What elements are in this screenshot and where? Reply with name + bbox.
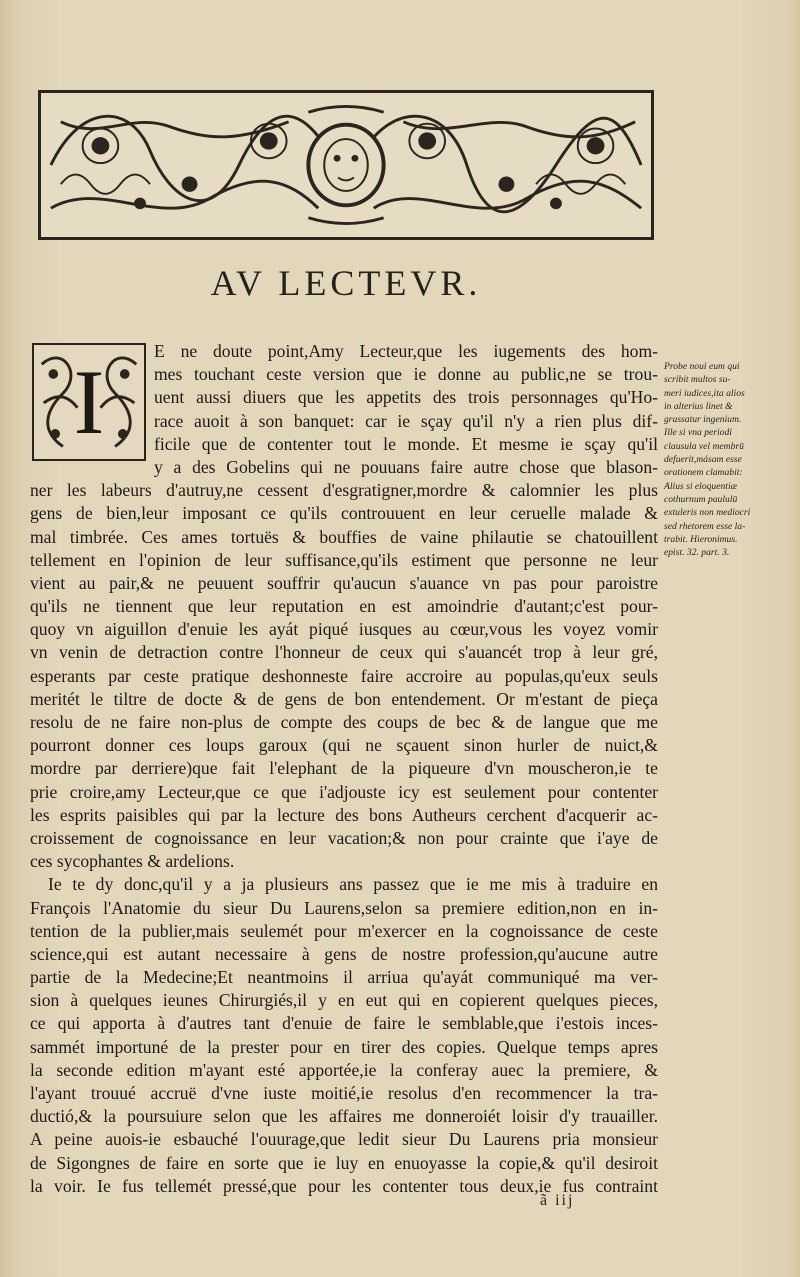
margin-note-line: grassatur ingenium.: [664, 414, 742, 426]
margin-note: [664, 360, 792, 559]
text-line: gens de bien,leur imposant ce qu'ils controuuent en leur ceruelle malade &: [30, 503, 658, 524]
text-line: vient au pair,& ne peuuent souffrir qu'aucun s'auance vn pas pour paroistre: [30, 572, 658, 593]
text-line: ces sycophantes & ardelions.: [30, 851, 235, 872]
margin-note-line: scribit multos su-: [664, 374, 731, 386]
margin-note-line: extuleris non mediocri: [664, 507, 751, 519]
margin-note-line: clausula vel membrū: [664, 440, 744, 452]
text-line: ductió,& la poursuiure selon que les affaires me donneroiét loisir d'y trauailler.: [30, 1106, 658, 1127]
text-line: prie croire,amy Lecteur,que ce que i'adjouste icy est seulement pour contenter: [30, 781, 658, 802]
text-line: mal timbrée. Ces ames tortuës & bouffies de vaine philautie se chatouillent: [30, 526, 658, 547]
text-line: croissement de cognoissance en leur vacation;& non pour crainte que i'aye de: [30, 827, 658, 848]
margin-note-line: epist. 32. part. 3.: [664, 547, 730, 559]
text-line: les esprits paisibles qui par la lecture des bons Autheurs cerchent d'acquerir ac-: [30, 804, 658, 825]
text-line: quoy vn aiguillon d'enuie les ayát piqué iusques au cœur,vous les voyez vomir: [30, 619, 658, 640]
text-line: mordre par derriere)que fait l'elephant de la piqueure d'vn mouscheron,ie te: [30, 758, 658, 779]
text-line: A peine auois-ie esbauché l'ouurage,que ledit sieur Du Laurens pria monsieur: [30, 1129, 658, 1150]
body-text: [30, 340, 658, 1198]
page-number: iij: [555, 1192, 575, 1209]
text-line: la seconde edition m'ayant esté apportée,ie la conferay auec la premiere, &: [30, 1059, 658, 1080]
text-line: ce qui apporta à d'autres tant d'enuie de faire le semblable,que i'estois inces-: [30, 1013, 658, 1034]
text-line: uent aussi diuers que les appetits des trois personnages qu'Ho-: [154, 387, 658, 408]
margin-note-line: in alterius linet &: [664, 400, 733, 412]
text-line: tellement en l'opinion de leur suffisance,qu'ils estiment que personne ne leur: [30, 549, 658, 570]
margin-note-line: defuerit,másam esse: [664, 454, 742, 466]
text-line: partie de la Medecine;Et neantmoins il arriua qu'ayát communiqué ma ver-: [30, 967, 658, 988]
text-line: race auoit à son banquet: car ie sçay qu'il n'y a rien plus dif-: [154, 410, 658, 431]
page-title: AV LECTEVR.: [210, 263, 482, 303]
text-line: resolu de ne faire non-plus de compte des coups de bec & de langue que me: [30, 712, 658, 732]
text-line: science,qui est autant necessaire à gens de nostre profession,qu'aucune autre: [30, 943, 658, 964]
paragraph-1: [30, 340, 658, 873]
text-line: l'ayant trouué accruë d'vne iuste moitié,ie resolus d'en recommencer la tra-: [30, 1083, 658, 1103]
text-line: mes touchant ceste version que ie donne au public,ne se trou-: [154, 364, 658, 385]
text-line: y a des Gobelins qui ne pouuans faire autre chose que blason-: [154, 456, 658, 477]
margin-note-line: orationem clamabit:: [664, 467, 743, 479]
initial-letter: I: [73, 351, 105, 453]
ornament-foliage-icon: [41, 93, 651, 237]
signature-mark: ã: [540, 1192, 550, 1209]
margin-note-line: sed rhetorem esse la-: [664, 520, 746, 532]
margin-note-line: cothurnum paululū: [664, 493, 738, 505]
text-line: pourront donner ces loups garoux (qui ne sçauent sinon hurler de nuict,&: [30, 735, 658, 756]
margin-note-line: trabit. Hieronimus.: [664, 533, 738, 545]
margin-note-line: meri iudices,ita alios: [664, 387, 745, 399]
text-line: de Sigongnes de faire en sorte que ie luy en enuoyasse la copie,& qu'il desiroit: [30, 1152, 658, 1173]
margin-note-line: Probe noui eum qui: [664, 361, 740, 372]
margin-note-line: Ille si vna periodi: [664, 427, 732, 439]
text-line: Ie te dy donc,qu'il y a ja plusieurs ans passez que ie me mis à traduire en: [48, 874, 658, 895]
text-line: esperants par ceste pratique deshonneste faire accroire au populas,qu'eux seuls: [30, 665, 658, 686]
text-line: François l'Anatomie du sieur Du Laurens,selon sa premiere edition,non en in-: [30, 897, 658, 918]
text-line: sammét importuné de la prester pour en tirer des copies. Quelque temps apres: [30, 1036, 658, 1057]
page-footer: [540, 1192, 574, 1210]
text-line: qu'ils ne tiennent que leur reputation en est amoindrie d'autant;c'est pour-: [30, 596, 658, 617]
paragraph-2: [30, 873, 658, 1198]
text-line: tention de la publier,mais seulemét pour m'exercer en la cognoissance de ceste: [30, 920, 658, 941]
text-line: la voir. Ie fus tellemét pressé,que pour les contenter tous deux,ie fus contraint: [30, 1175, 658, 1196]
text-line: sion à quelques ieunes Chirurgiés,il y en eut qui en copierent quelques pieces,: [30, 990, 658, 1011]
text-line: meritét le tiltre de docte & de gens de bon entendement. Or m'estant de pieça: [30, 688, 658, 709]
text-line: vn venin de detraction contre l'honneur de ceux qui s'auancét trop à leur gré,: [30, 642, 658, 663]
text-line: E ne doute point,Amy Lecteur,que les iugements des hom-: [154, 341, 658, 361]
margin-note-line: Alius si eloquentiæ: [664, 480, 738, 492]
ornamental-headpiece: [38, 90, 654, 240]
text-line: ner les labeurs d'autruy,ne cessent d'esgratigner,mordre & calomnier les plus: [30, 480, 658, 501]
text-line: ficile que de contenter tout le monde. Et mesme ie sçay qu'il: [154, 433, 658, 454]
